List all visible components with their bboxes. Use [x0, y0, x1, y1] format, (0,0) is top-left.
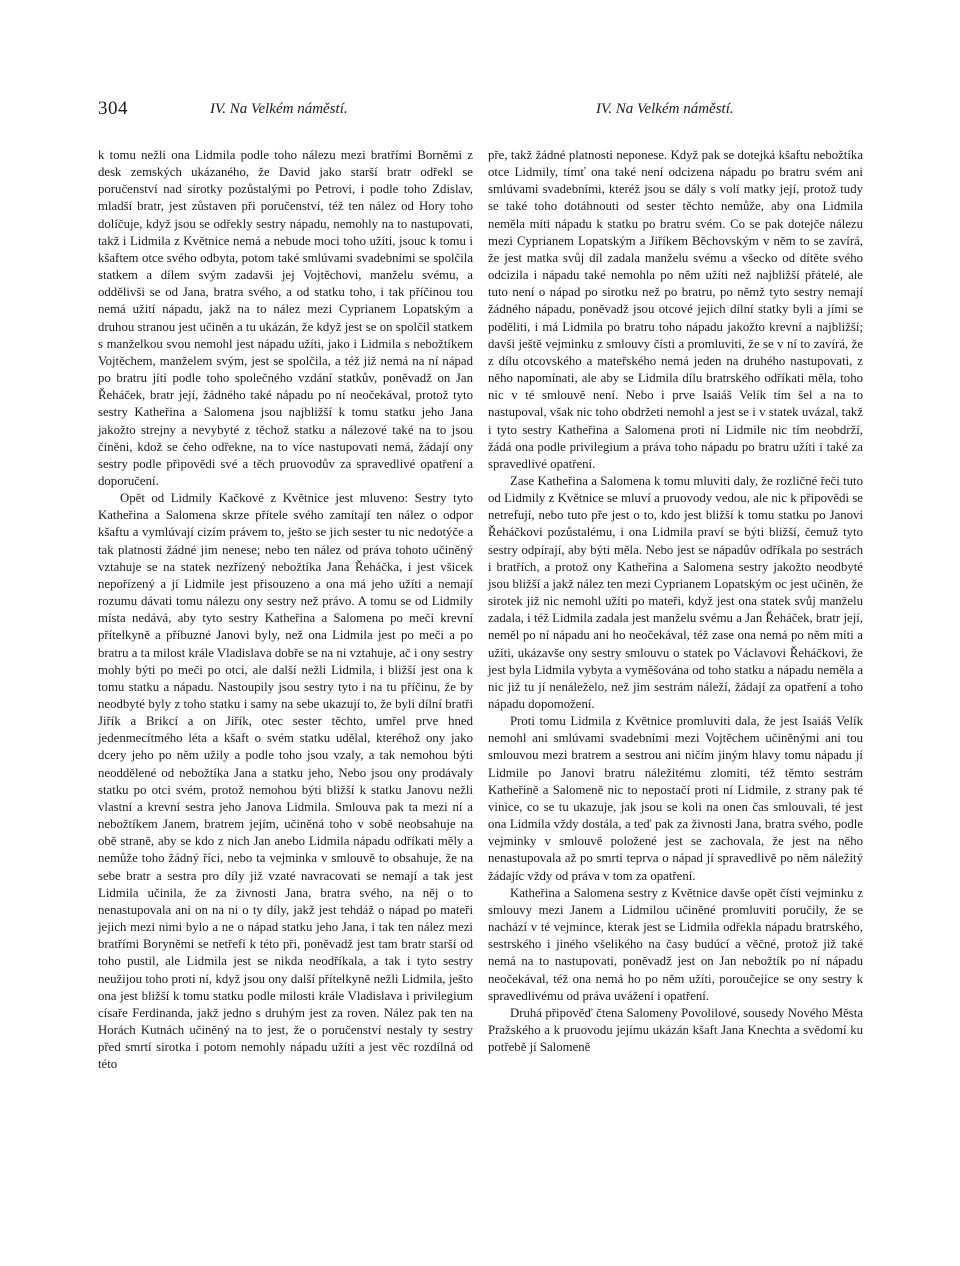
paragraph: k tomu nežli ona Lidmila podle toho nálezu mezi bratřími Borněmi z desk zemských ukázaného, že David jako starší bratr odřekl se poručenství nad sirotky pozůstalými po Petrovi, i podle toho Zdislav, mladší bratr, jest zůstaven při poručenství, též ten nález od Hory toho dolíčuje, když jsou se odřekly sestry nápadu, nemohly na to nastupovati, takž i Lidmila z Květnice nemá a nebude moci toho užíti, jsouc k tomu i kšaftem otce svého odbyta, potom také smlúvami svadebními se spolčila statkem a dílem svým zadavši jej Vojtěchovi, manželu svému, a oddělivši se od Jana, bratra svého, a od statku toho, i tak příčinou tou nemá užití nápadu, jakž na to nález mezi Cyprianem Lopatským a druhou stranou jest učiněn a tu ukázán, že když jest se on spolčil statkem s manželkou svou nemohl jest nápadu užíti, jako i Lidmila s nebožtíkem Vojtěchem, manželem svým, jest se spolčila, a též již nemá na ní nápad po bratru jíti podle toho společného vzdání statkův, poněvadž on Jan Řeháček, bratr její, žádného také nápadu po ní neočekával, protož tyto sestry Katheřina a Salomena jsou najbližší k tomu statku jeho Jana jakožto strejny a nevybyté z těchož statku a nálezové také na to jsou činěni, kdož se čeho odřekne, na to více nastupovati nemá, žádají ony sestry podle připovědi své a těch pruovodův za spravedlivé opatření a doporučení. — [98, 148, 473, 488]
paragraph: Katheřina a Salomena sestry z Květnice davše opět čísti vejminku z smlouvy mezi Janem a Lidmilou učiněné promluviti poručily, že se nachází v té vejmince, kterak jest se Lidmila odřekla nápadu bratrského, sestrského i jiného všelikého na časy budúcí a věčné, protož již také nemá na to nastupovati, poněvadž jest on Jan nebožtík po ní nápadu neočekával, též ona nemá ho po něm užíti, poroučejíce se ony sestry k spravedlivému od práva uvážení i opatření. — [488, 885, 863, 1003]
paragraph: Proti tomu Lidmila z Květnice promluviti dala, že jest Isaiáš Velík nemohl ani smlúvami svadebními mezi Vojtěchem učiněnými ani tou smlouvou mezi bratrem a sestrou ani ničím jiným hlavy tomu nápadu jí Lidmile po Janovi bratru náležitému zlomiti, též těmto sestrám Katheřině a Salomeně nic to nepostačí proti ní Lidmile, z strany pak té vinice, co se tu ukazuje, jak jsou se koli na onen čas smlouvali, té jest ona Lidmila vždy dostála, a teď pak za živnosti Jana, bratra svého, podle vejminky v smlouvě položené jest se zachovala, že jest na něho nenastupovala až po smrti teprva o nápad jí spravedlivě po něm náležitý žádajíc vždy od práva v tom za opatření. — [488, 714, 863, 883]
right-column — [488, 147, 863, 1056]
paragraph: Opět od Lidmily Kačkové z Květnice jest mluveno: Sestry tyto Katheřina a Salomena skrze přítele svého zamítají ten nález o odpor kšaftu a vymlúvají cizím právem to, ješto se jich sester tu nic nedotýče a tak platnosti žádné jim nenese; nebo ten nález od práva tohoto učiněný vztahuje se na statek nezřízený nebožtíka Jana Řeháčka, i jest všicek nepořízený a jí Lidmile jest přisouzeno a ona má jeho užíti a nemají rozumu dávati tomu nálezu ony sestry než právo. A tomu se od Lidmily místa nedává, aby tyto sestry Katheřina a Salomena po meči krevní přítelkyně a příbuzné Janovi byly, než ona Lidmila jest po meči a po bratru a ta milost krále Vladislava dobře se na ni vztahuje, ač i ony sestry mohly býti po meči po otci, ale další nežli Lidmila, i bližší jest ona k tomu statku a nápadu. Nastoupily jsou sestry tyto i na tu příčinu, že by neodbyté byly z toho statku i samy na sebe ukazují to, že byli dílní bratři Jiřík a Brikcí a on Jiřík, otec sester těchto, umřel prve hned jedenmecítmého léta a kšaft o svém statku udělal, kteréhož ony jako dcery jeho po něm užily a podle toho jsou vzaly, a tak nemohou býti neoddělené od nebožtíka Jana a statku jeho, Nebo jsou ony prodávaly statku po otci svém, protož nemohou býti bližší k statku Janovu nežli vlastní a krevní sestra jeho Janova Lidmila. Smlouva pak ta mezi ní a nebožtíkem Janem, bratrem jejím, učiněná toho v sobě neobsahuje na obě straně, aby se kdo z nich Jan anebo Lidmila nápadu odříkati měly a nemůže toho žádný říci, nebo ta vejminka v smlouvě to obsahuje, že na sebe bratr a sestra pro díly již vzaté navracovati se nemají a tak jest Lidmila učinila, že za živnosti Jana, bratra svého, na něj o to nenastupovala ani on na ni o ty díly, jakž jest tehdáž o nápad po mateři jejich mezi nimi bylo a ne o nápad statku jeho Jana, i tak ten nález mezi bratřími Boryněmi se netřefí k této při, poněvadž jest tam bratr starší od toho pustil, ale Lidmila jest se nikda neodříkala, a tak i tyto sestry neužijou toho proti ní, když jsou ony další přítelkyně nežli Lidmila, ješto ona jest bližší k tomu statku podle milosti krále Vladislava i privilegium císaře Ferdinanda, jakž jedno s druhým jest za roven. Nález pak ten na Horách Kutnách učiněný na to jest, že o poručenství nestaly ty sestry před smrtí sirotka i potom nemohly nápadu užíti a jest věc rozdílná od této — [98, 491, 473, 1072]
running-title-left: IV. Na Velkém náměstí. — [210, 101, 348, 117]
paragraph: Zase Katheřina a Salomena k tomu mluviti daly, že rozličné řeči tuto od Lidmily z Květnice se mluví a pruovody vedou, ale nic k připovědi se netrefují, nebo tuto pře jest o to, kdo jest bližší k tomu statku po Janovi Řeháčkovi pozůstalému, i ona Lidmila praví se býti bližší, čemuž tyto sestry odpírají, aby býti měla. Nebo jest se nápadův odříkala po sestrách i bratřích, a protož ony Katheřina a Salomena sestry jakožto neodbyté jsou bližší a jakž nález ten mezi Cyprianem Lopatským oc jest učiněn, že sirotek již nic nemohl užíti po mateři, když jest ona statek svůj manželu zadala, i též Lidmila zadala jest manželu svému a Jan Řeháček, bratr její, neměl po ní nápadu ani ho neočekával, též zase ona nemá po něm míti a užíti, ukázavše ony sestry smlouvu o statek po Václavovi Řeháčkovi, že jest byla Lidmila vybyta a vyměšována od toho statku a nápadu neměla a nic již tu jí nenáleželo, než jim sestrám náleží, žádají za opatření a toho nápadu dopomožení. — [488, 473, 863, 711]
running-title-right: IV. Na Velkém náměstí. — [596, 101, 734, 117]
page-number: 304 — [98, 98, 128, 119]
left-column — [98, 147, 473, 1073]
paragraph: pře, takž žádné platnosti neponese. Když pak se dotejká kšaftu nebožtíka otce Lidmily, tímť ona také není odcizena nápadu po bratru svém ani smlúvami svadebními, kteréž jsou se dály s volí matky její, protož tudy se také toho dotáhnouti od sester těchto nemůže, aby ona Lidmila neměla míti nápadu k statku po bratru svém. Co se pak dotejče nálezu mezi Cyprianem Lopatským a Jiříkem Běchovským v něm to se zavírá, že jest matka svůj díl zadala manželu svému a všecko od dítěte svého odcizila i nápadu také nemohla po něm užíti než najbližší přátelé, ale tuto není o nápad po sirotku než po bratru, po němž tyto sestry nemají žádného nápadu, poněvadž jsou otcové jejich dílní statky byli a jími se poděliti, i má Lidmila po bratru toho nápadu jakožto krevní a najbližší; davši ještě vejminku z smlouvy čísti a promluviti, že se v ní to zavírá, že z dílu otcovského a mateřského nemá jeden na druhého nastupovati, z něho napomínati, ale aby se Lidmila dílu bratrského odříkati měla, toho nic v té smlouvě není. Nebo i prve Isaiáš Velík tím šel a na to nastupoval, však nic toho obdržeti nemohl a jest se i v statek uvázal, takž i tyto sestry Katheřina a Salomena proti ní Lidmile nic tím neobdrží, žádá ona podle privilegium a práva toho nápadu po bratru užíti i také za spravedlivé opatření. — [488, 148, 863, 471]
running-header — [98, 98, 864, 126]
paragraph: Druhá připověď čtena Salomeny Povolilové, sousedy Nového Města Pražského a k pruovodu jejímu ukázán kšaft Jana Knechta a svědomí ku potřebě jí Salomeně — [488, 1005, 863, 1055]
